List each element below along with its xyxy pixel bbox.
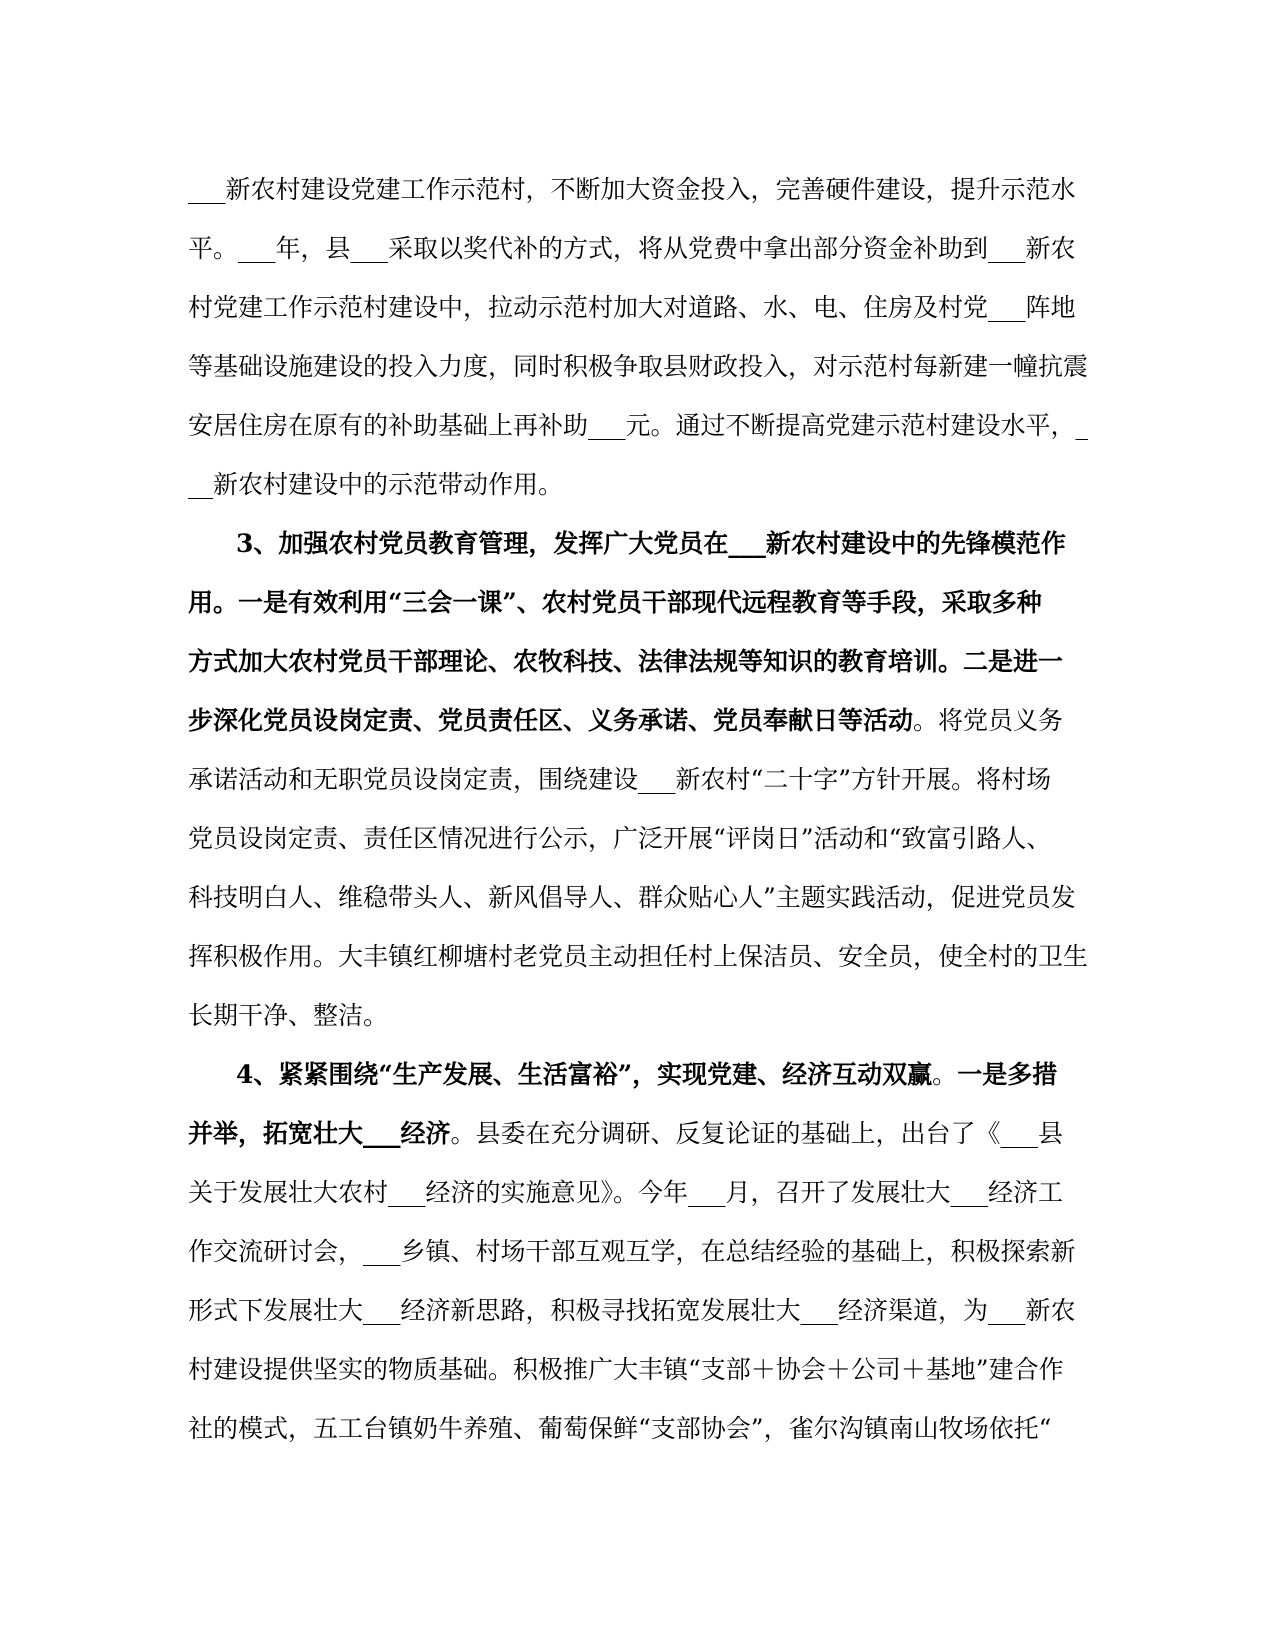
text-run: 承诺活动和无职党员设岗定责，围绕建设___新农村“二十字”方针开展。将村场	[188, 765, 1052, 794]
document-body	[188, 160, 1088, 1458]
heading-run: 3、加强农村党员教育管理，发挥广大党员在___新农村建设中的先锋模范作	[236, 529, 1066, 558]
text-run: 关于发展壮大农村___经济的实施意见》。今年___月，召开了发展壮大___经济工	[188, 1178, 1064, 1207]
text-line	[188, 868, 1088, 927]
text-line	[188, 278, 1088, 337]
paragraph-1	[188, 160, 1088, 514]
text-run: __新农村建设中的示范带动作用。	[188, 470, 564, 499]
text-line	[188, 1045, 1088, 1104]
text-line	[188, 691, 1088, 750]
heading-run: 4、紧紧围绕“生产发展、生活富裕”，实现党建、经济互动双赢	[236, 1060, 933, 1089]
text-run: 社的模式，五工台镇奶牛养殖、葡萄保鲜“支部协会”，雀尔沟镇南山牧场依托“	[188, 1414, 1052, 1443]
text-line	[188, 809, 1088, 868]
paragraph-2	[188, 514, 1088, 1045]
text-line	[188, 986, 1088, 1045]
text-line	[188, 927, 1088, 986]
text-run: 村党建工作示范村建设中，拉动示范村加大对道路、水、电、住房及村党___阵地	[188, 293, 1076, 322]
text-run: 平。___年，县___采取以奖代补的方式，将从党费中拿出部分资金补助到___新农	[188, 234, 1076, 263]
text-line	[188, 1399, 1088, 1458]
text-run: 村建设提供坚实的物质基础。积极推广大丰镇“支部＋协会＋公司＋基地”建合作	[188, 1355, 1064, 1384]
text-line	[188, 573, 1088, 632]
text-line	[188, 1222, 1088, 1281]
text-run: ___新农村建设党建工作示范村，不断加大资金投入，完善硬件建设，提升示范水	[188, 175, 1076, 204]
text-run: 科技明白人、维稳带头人、新风倡导人、群众贴心人”主题实践活动，促进党员发	[188, 883, 1076, 912]
text-run: 挥积极作用。大丰镇红柳塘村老党员主动担任村上保洁员、安全员，使全村的卫生	[188, 942, 1089, 971]
text-run: 长期干净、整洁。	[188, 1001, 389, 1030]
text-line	[188, 337, 1088, 396]
text-run: 。	[932, 1060, 958, 1089]
text-line	[188, 1163, 1088, 1222]
text-run: 党员设岗定责、责任区情况进行公示，广泛开展“评岗日”活动和“致富引路人、	[188, 824, 1052, 853]
text-run: 等基础设施建设的投入力度，同时积极争取县财政投入，对示范村每新建一幢抗震	[188, 352, 1089, 381]
paragraph-3	[188, 1045, 1088, 1458]
heading-run: 用。一是有效利用“三会一课”、农村党员干部现代远程教育等手段，采取多种	[188, 588, 1042, 617]
text-line	[188, 514, 1088, 573]
text-line	[188, 455, 1088, 514]
heading-run: 并举，拓宽壮大___经济	[188, 1119, 451, 1148]
text-line	[188, 1281, 1088, 1340]
text-run: 。将党员义务	[913, 706, 1064, 735]
text-line	[188, 160, 1088, 219]
text-line	[188, 632, 1088, 691]
text-run: 形式下发展壮大___经济新思路，积极寻找拓宽发展壮大___经济渠道，为___新农	[188, 1296, 1076, 1325]
text-run: 安居住房在原有的补助基础上再补助___元。通过不断提高党建示范村建设水平，_	[188, 411, 1089, 440]
text-line	[188, 750, 1088, 809]
heading-run: 方式加大农村党员干部理论、农牧科技、法律法规等知识的教育培训。二是进一	[188, 647, 1064, 676]
heading-run: 步深化党员设岗定责、党员责任区、义务承诺、党员奉献日等活动	[188, 706, 914, 735]
text-line	[188, 1104, 1088, 1163]
heading-run: 一是多措	[957, 1060, 1058, 1089]
text-line	[188, 396, 1088, 455]
text-line	[188, 1340, 1088, 1399]
text-run: 作交流研讨会，___乡镇、村场干部互观互学，在总结经验的基础上，积极探索新	[188, 1237, 1076, 1266]
text-run: 。县委在充分调研、反复论证的基础上，出台了《___县	[450, 1119, 1064, 1148]
text-line	[188, 219, 1088, 278]
